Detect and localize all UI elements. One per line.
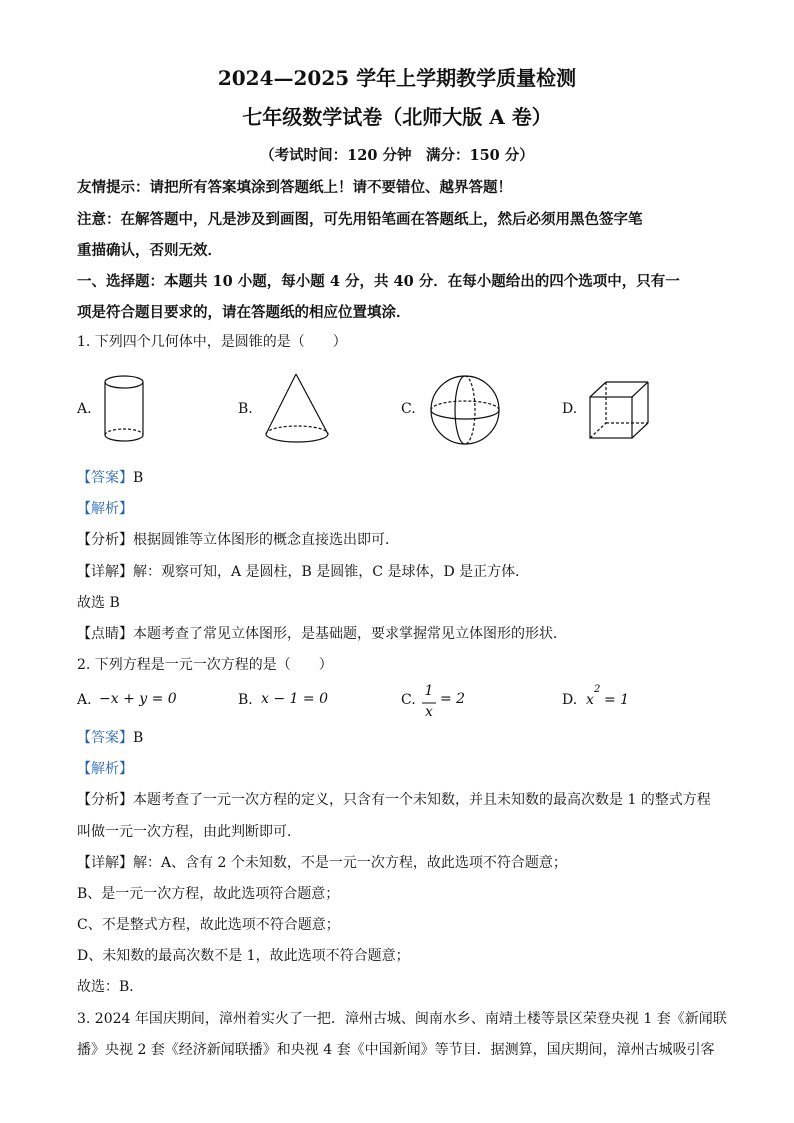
q1-analysis-tag: 【解析】 [77,501,133,517]
fenxi-tag: 【分析】 [77,532,133,548]
section-heading-2: 项是符合题目要求的，请在答题纸的相应位置填涂． [77,304,411,321]
fenxi-tag: 【分析】 [77,792,133,808]
xiangjie-text: 解：A、含有 2 个未知数，不是一元一次方程，故此选项不符合题意； [133,855,567,871]
cone-icon [262,372,334,446]
fenxi-text: 根据圆锥等立体图形的概念直接选出即可． [133,532,399,548]
q3-line-2: 播》央视 2 套《经济新闻联播》和央视 4 套《中国新闻》等节目．据测算，国庆期间，漳州古城吸引客 [77,1042,715,1058]
q2-answer [77,728,143,748]
q1-dianjing [77,624,567,644]
notice-line-1: 注意：在解答题中，凡是涉及到画图，可先用铅笔画在答题纸上，然后必须用黑色签字笔 [77,211,643,228]
q2-fenxi-1 [77,790,711,810]
answer-tag: 【答案】 [77,730,133,746]
cube-icon [588,380,652,440]
xiangjie-tag: 【详解】 [77,855,133,871]
q1-fenxi [77,530,399,550]
sphere-icon [428,374,502,446]
exam-time-score: （考试时间：120 分钟 满分：150 分） [260,147,534,164]
q2-stem: 2. 下列方程是一元一次方程的是（ ） [77,657,333,673]
q2-line-c: C、不是整式方程，故此选项不符合题意； [77,917,340,933]
xiangjie-text: 解：观察可知，A 是圆柱，B 是圆锥，C 是球体，D 是正方体． [133,564,530,580]
q2-option-c-denominator: x [425,704,433,720]
q2-option-c-label: C. [401,692,416,708]
q1-conclusion: 故选 B [77,595,120,611]
cylinder-icon [100,372,148,446]
q3-line-1: 3. 2024 年国庆期间，漳州着实火了一把．漳州古城、闽南水乡、南靖土楼等景区荣登央视 1 套《新闻联 [77,1011,727,1027]
q2-line-b: B、是一元一次方程，故此选项符合题意； [77,886,340,902]
notice-line-2: 重描确认，否则无效． [77,242,222,259]
q1-xiangjie [77,562,529,582]
answer-tag: 【答案】 [77,470,133,486]
q2-option-c-rest: = 2 [440,691,466,707]
q2-option-b-equation: x − 1 = 0 [261,691,328,707]
dianjing-tag: 【点睛】 [77,626,133,642]
friendly-tip: 友情提示：请把所有答案填涂到答题纸上！请不要错位、越界答题！ [77,179,512,196]
dianjing-text: 本题考查了常见立体图形，是基础题，要求掌握常见立体图形的形状． [133,626,567,642]
answer-value: B [133,470,144,486]
q2-option-a-label: A. [77,692,92,708]
xiangjie-tag: 【详解】 [77,564,133,580]
q2-option-c-numerator: 1 [424,683,434,699]
exam-title: 2024—2025 学年上学期教学质量检测 [217,66,577,90]
q2-conclusion: 故选：B． [77,979,144,995]
q1-option-d-label: D. [562,401,578,417]
q1-option-a-label: A. [77,401,92,417]
q2-line-d: D、未知数的最高次数不是 1，故此选项不符合题意； [77,948,410,964]
q1-stem: 1. 下列四个几何体中，是圆锥的是（ ） [77,334,347,350]
q1-answer [77,468,143,488]
q2-option-d-label: D. [562,692,578,708]
q2-option-d-rest: = 1 [604,692,630,708]
q2-option-b-label: B. [238,692,253,708]
q2-analysis-tag: 【解析】 [77,761,133,777]
section-heading-1: 一、选择题：本题共 10 小题，每小题 4 分，共 40 分．在每小题给出的四个选项中，只有一 [77,273,680,290]
exam-subtitle: 七年级数学试卷（北师大版 A 卷） [242,105,552,129]
q2-xiangjie [77,853,567,873]
fenxi-text: 本题考查了一元一次方程的定义，只含有一个未知数，并且未知数的最高次数是 1 的整式方程 [133,792,711,808]
q1-option-b-label: B. [238,401,253,417]
answer-value: B [133,730,144,746]
q2-fenxi-2: 叫做一元一次方程，由此判断即可． [77,824,301,840]
q1-option-c-label: C. [401,401,416,417]
q2-option-a-equation: −x + y = 0 [99,691,177,707]
q2-option-d-base: x [586,692,594,708]
q2-option-d-exponent: 2 [594,684,601,695]
